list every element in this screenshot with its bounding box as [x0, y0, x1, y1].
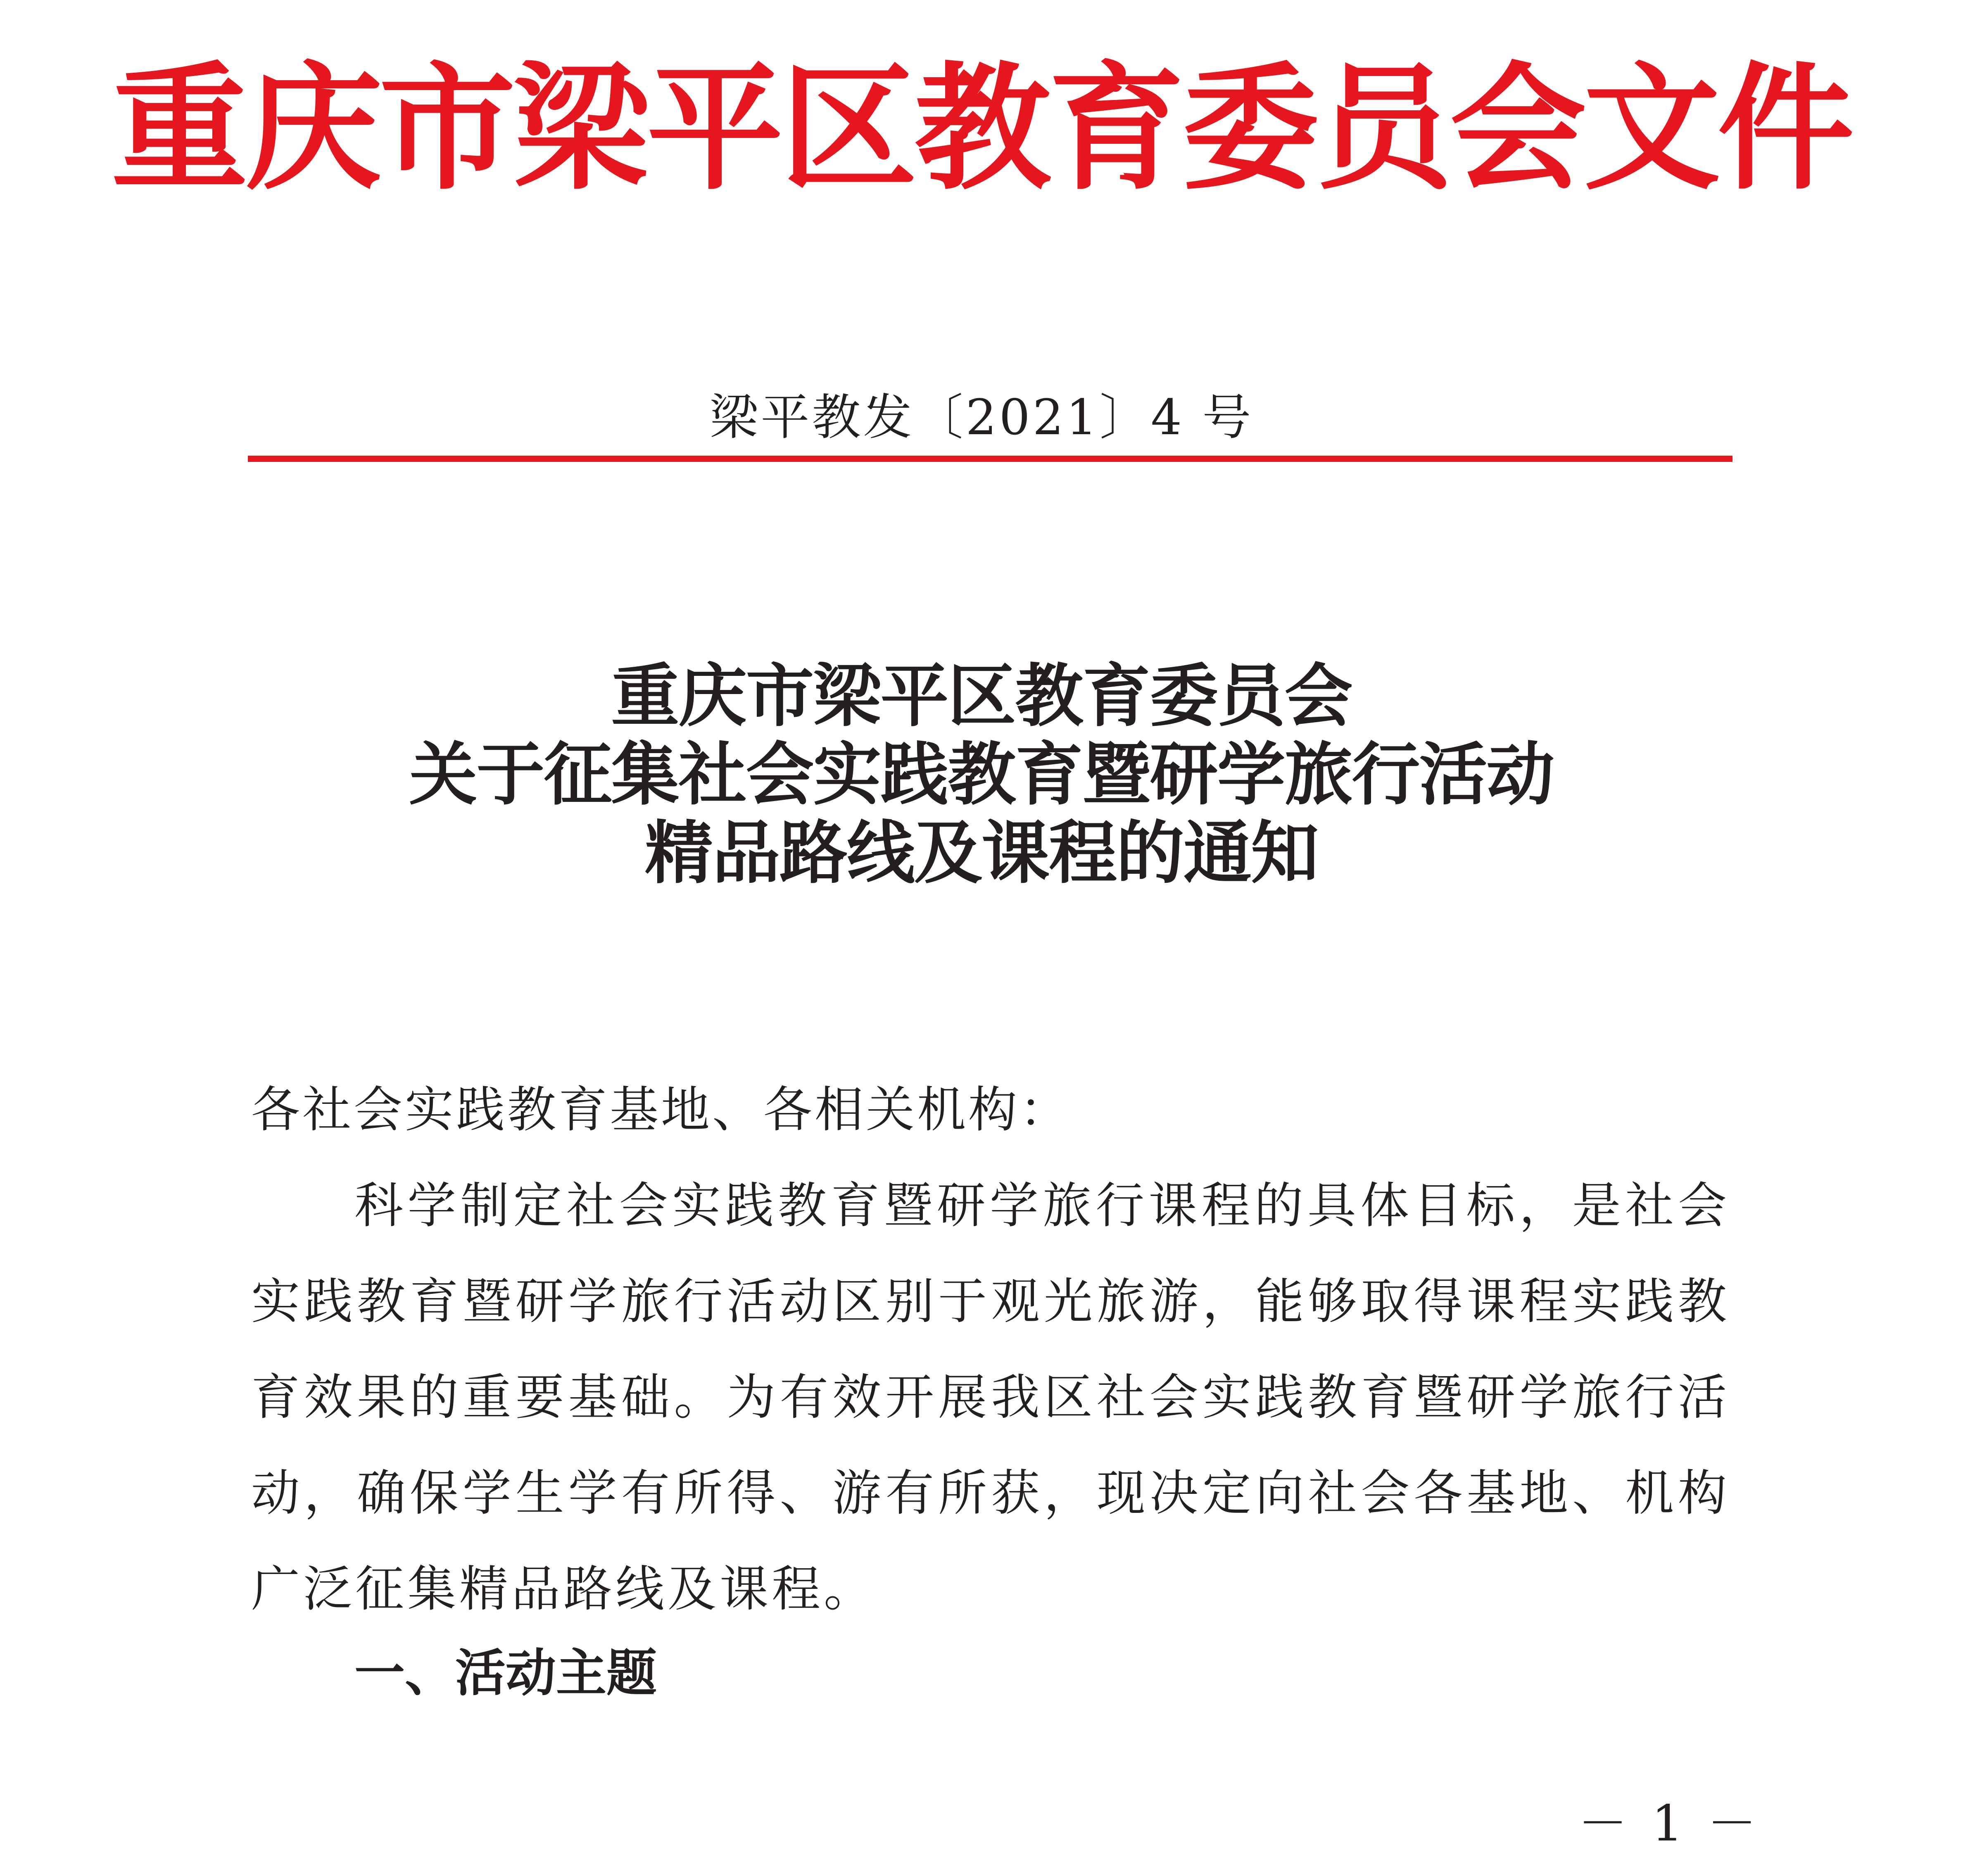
body-paragraph-1: 科学制定社会实践教育暨研学旅行课程的具体目标，是社会实践教育暨研学旅行活动区别于观光旅游，能够取得课程实践教育效果的重要基础。为有效开展我区社会实践教育暨研学旅行活动，确保学生学有所得、游有所获，现决定向社会各基地、机构广泛征集精品路线及课程。: [251, 1177, 1730, 1617]
page-number: － 1 －: [1578, 1795, 1761, 1852]
title-line-2: 关于征集社会实践教育暨研学旅行活动: [409, 735, 1554, 814]
salutation: 各社会实践教育基地、各相关机构：: [251, 1081, 1071, 1138]
document-number: 梁平教发〔2021〕4 号: [709, 389, 1254, 446]
document-body: [251, 1062, 1730, 1637]
document-masthead: 重庆市梁平区教育委员会文件: [112, 48, 1851, 208]
section-heading: 一、活动主题: [354, 1644, 657, 1702]
red-separator-rule: [248, 456, 1732, 462]
document-title: [0, 657, 1963, 892]
title-line-1: 重庆市梁平区教育委员会: [611, 656, 1352, 736]
title-line-3: 精品路线及课程的通知: [645, 813, 1318, 893]
